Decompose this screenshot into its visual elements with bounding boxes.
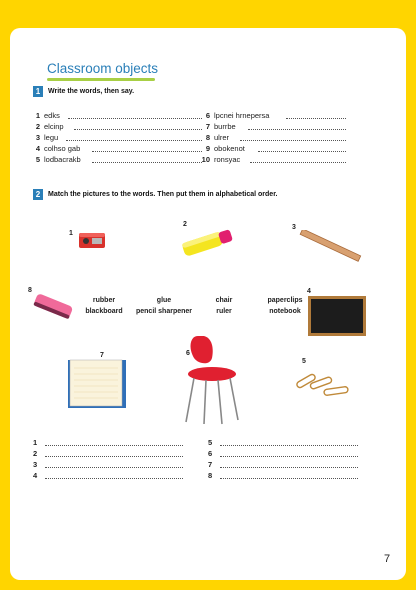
answer-line[interactable] xyxy=(92,162,202,163)
title-underline xyxy=(47,78,155,81)
picture-number: 7 xyxy=(100,352,104,359)
word-notebook: notebook xyxy=(269,308,301,315)
word-blackboard: blackboard xyxy=(85,308,123,315)
answer-line[interactable] xyxy=(250,162,346,163)
word-ruler: ruler xyxy=(216,308,232,315)
exercise-2-instruction: Match the pictures to the words. Then put them in alphabetical order. xyxy=(48,191,278,198)
answer-line[interactable] xyxy=(248,129,346,130)
picture-number: 1 xyxy=(69,230,73,237)
picture-number: 4 xyxy=(307,288,311,295)
pencil-sharpener-picture xyxy=(78,230,106,250)
exercise-2-number: 2 xyxy=(33,189,43,200)
glue-picture xyxy=(176,226,242,256)
word-paperclips: paperclips xyxy=(267,297,303,304)
ruler-picture xyxy=(296,230,364,262)
word-glue: glue xyxy=(156,297,172,304)
exercise-1-number: 1 xyxy=(33,86,43,97)
page-title: Classroom objects xyxy=(47,61,159,76)
page-number: 7 xyxy=(384,553,391,565)
picture-number: 8 xyxy=(28,287,32,294)
answer-line[interactable] xyxy=(66,140,202,141)
picture-number: 2 xyxy=(183,221,187,228)
answer-line[interactable] xyxy=(258,151,346,152)
answer-line[interactable] xyxy=(240,140,346,141)
exercise-1-instruction: Write the words, then say. xyxy=(48,88,135,95)
word-chair: chair xyxy=(215,297,233,304)
paperclips-picture xyxy=(292,364,358,400)
word-pencil-sharpener: pencil sharpener xyxy=(135,308,193,315)
picture-number: 3 xyxy=(292,224,296,231)
answer-line[interactable] xyxy=(74,129,202,130)
answer-line[interactable] xyxy=(286,118,346,119)
notebook-picture xyxy=(64,358,130,410)
picture-number: 6 xyxy=(186,350,190,357)
answer-line[interactable] xyxy=(68,118,202,119)
picture-number: 5 xyxy=(302,358,306,365)
word-rubber: rubber xyxy=(92,297,116,304)
answer-line[interactable] xyxy=(92,151,202,152)
chair-picture xyxy=(182,334,240,426)
